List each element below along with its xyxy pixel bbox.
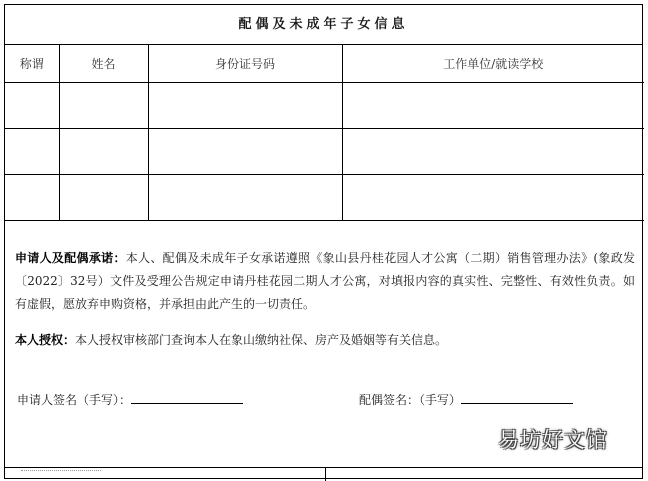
name-cell[interactable] (59, 83, 148, 129)
name-cell[interactable] (59, 175, 148, 221)
column-header-name: 姓名 (59, 45, 148, 83)
workplace-cell[interactable] (342, 129, 644, 175)
table-row (5, 129, 644, 175)
table-header-row (5, 45, 644, 83)
spouse-signature (359, 389, 573, 408)
relation-cell[interactable] (5, 83, 59, 129)
family-info-table (5, 45, 644, 221)
relation-cell[interactable] (5, 175, 59, 221)
spouse-signature-label: 配偶签名：（手写） (359, 393, 462, 407)
applicant-signature (17, 389, 243, 408)
spouse-signature-line[interactable] (461, 389, 573, 404)
authorization-text: 本人授权审核部门查询本人在象山缴纳社保、房产及婚姻等有关信息。 (75, 333, 448, 347)
authorization-label: 本人授权： (15, 333, 76, 347)
table-row (5, 175, 644, 221)
name-cell[interactable] (59, 129, 148, 175)
relation-cell[interactable] (5, 129, 59, 175)
form-title: 配偶及未成年子女信息 (5, 5, 642, 45)
declaration-paragraph (15, 247, 635, 316)
column-header-id-number: 身份证号码 (148, 45, 342, 83)
table-row (5, 83, 644, 129)
authorization-paragraph (15, 329, 635, 352)
applicant-signature-label: 申请人签名（手写）： (17, 393, 132, 407)
id-number-cell[interactable] (148, 83, 342, 129)
spouse-children-info-form (4, 4, 643, 479)
next-table-fragment (21, 470, 101, 477)
workplace-cell[interactable] (342, 175, 644, 221)
next-table-divider (325, 467, 326, 481)
column-header-relation: 称谓 (5, 45, 59, 83)
id-number-cell[interactable] (148, 129, 342, 175)
applicant-signature-line[interactable] (131, 389, 243, 404)
column-header-workplace-school: 工作单位/就读学校 (342, 45, 644, 83)
declaration-text: 本人、配偶及未成年子女承诺遵照《象山县丹桂花园人才公寓（二期）销售管理办法》(象政发〔2022〕32号）文件及受理公告规定申请丹桂花园二期人才公寓，对填报内容的真实性、完整性、有效性负责。如有虚假，愿放弃申购资格，并承担由此产生的一切责任。 (15, 251, 635, 311)
workplace-cell[interactable] (342, 83, 644, 129)
declaration-label: 申请人及配偶承诺： (15, 251, 126, 265)
next-table-top-border (5, 467, 642, 468)
watermark-text: 易坊好文馆 (498, 428, 608, 452)
id-number-cell[interactable] (148, 175, 342, 221)
